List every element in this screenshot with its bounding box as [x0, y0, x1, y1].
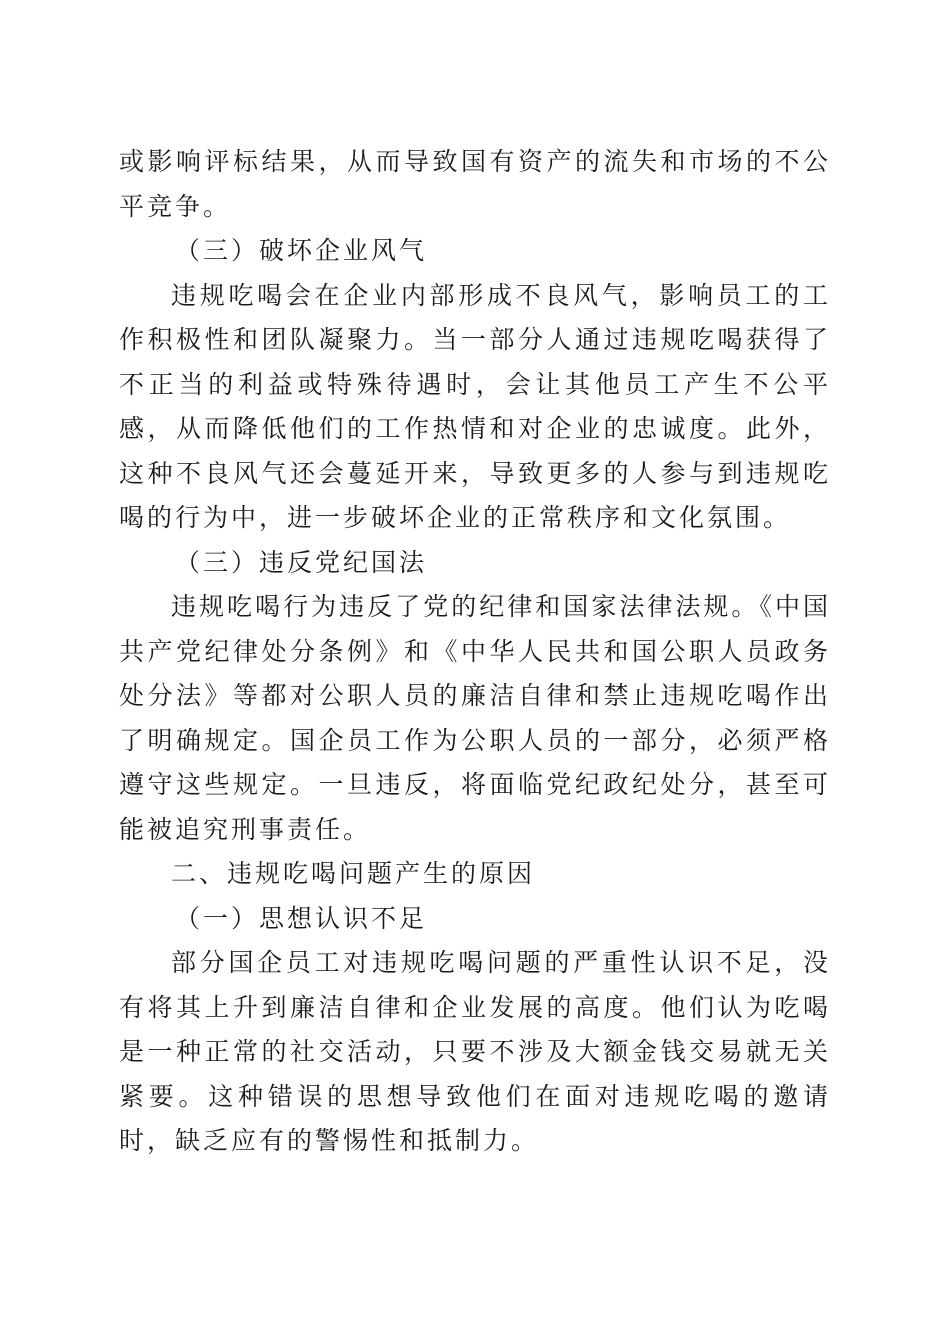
paragraph-insufficient-awareness: 部分国企员工对违规吃喝问题的严重性认识不足，没有将其上升到廉洁自律和企业发展的高度。他们认为吃喝是一种正常的社交活动，只要不涉及大额金钱交易就无关紧要。这种错误的思想导致他们在面对违规吃喝的邀请时，缺乏应有的警惕性和抵制力。: [119, 948, 831, 1155]
paragraph-party-discipline: 违规吃喝行为违反了党的纪律和国家法律法规。《中国共产党纪律处分条例》和《中华人民共和国公职人员政务处分法》等都对公职人员的廉洁自律和禁止违规吃喝作出了明确规定。国企员工作为公职人员的一部分，必须严格遵守这些规定。一旦违反，将面临党纪政纪处分，甚至可能被追究刑事责任。: [119, 592, 831, 844]
section-heading-causes: 二、违规吃喝问题产生的原因: [171, 859, 536, 888]
paragraph-continuation: 或影响评标结果，从而导致国有资产的流失和市场的不公平竞争。: [119, 147, 831, 221]
subheading-insufficient-awareness: （一）思想认识不足: [175, 903, 428, 933]
document-body: [119, 140, 831, 1164]
subheading-damage-corporate-culture: （三）破坏企业风气: [175, 236, 428, 265]
subheading-violate-party-discipline: （三）违反党纪国法: [175, 547, 428, 577]
paragraph-corporate-culture: 违规吃喝会在企业内部形成不良风气，影响员工的工作积极性和团队凝聚力。当一部分人通过违规吃喝获得了不正当的利益或特殊待遇时，会让其他员工产生不公平感，从而降低他们的工作热情和对企业的忠诚度。此外，这种不良风气还会蔓延开来，导致更多的人参与到违规吃喝的行为中，进一步破坏企业的正常秩序和文化氛围。: [119, 280, 831, 532]
